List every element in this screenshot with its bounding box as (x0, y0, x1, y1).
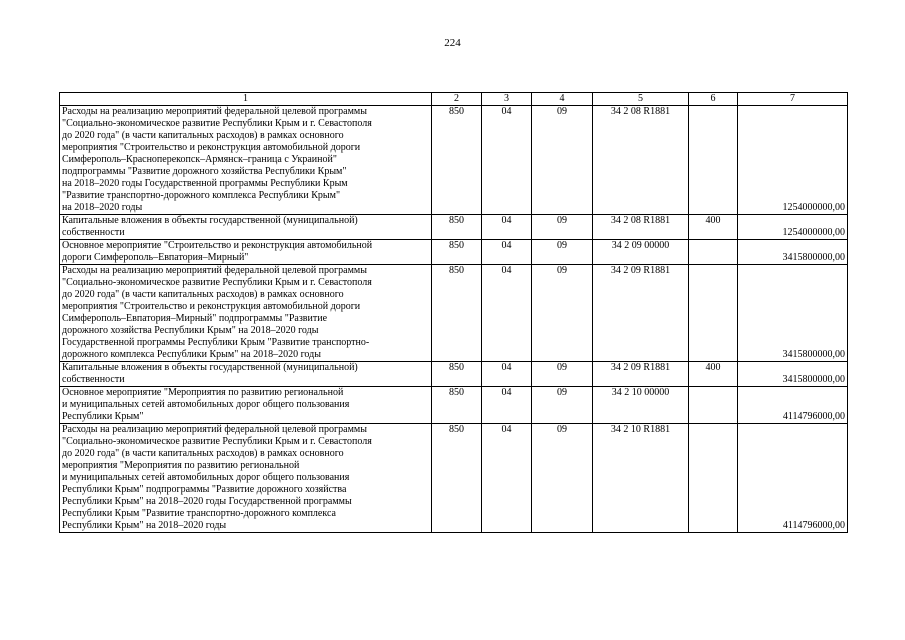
target-article-cell: 34 2 10 00000 (593, 387, 689, 424)
header-cell-5: 5 (593, 93, 689, 106)
code-cell-4: 09 (532, 265, 593, 362)
description-cell (60, 106, 432, 215)
description-line: дороги Симферополь–Евпатория–Мирный" (62, 252, 249, 263)
description-line: "Социально-экономическое развитие Республики Крым и г. Севастополя (62, 436, 372, 447)
code-cell-2: 850 (432, 215, 482, 240)
description-line: "Социально-экономическое развитие Республики Крым и г. Севастополя (62, 118, 372, 129)
description-line: Расходы на реализацию мероприятий федеральной целевой программы (62, 265, 367, 276)
code-cell-4: 09 (532, 106, 593, 215)
description-line: Основное мероприятие "Мероприятия по развитию региональной (62, 387, 344, 398)
target-article-cell: 34 2 08 R1881 (593, 215, 689, 240)
target-article-cell: 34 2 09 00000 (593, 240, 689, 265)
table-row (60, 424, 848, 533)
code-cell-4: 09 (532, 215, 593, 240)
description-line: Расходы на реализацию мероприятий федеральной целевой программы (62, 106, 367, 117)
code-cell-2: 850 (432, 362, 482, 387)
description-cell (60, 265, 432, 362)
header-cell-7: 7 (738, 93, 848, 106)
header-cell-1: 1 (60, 93, 432, 106)
description-line: Капитальные вложения в объекты государственной (муниципальной) (62, 215, 358, 226)
amount-cell: 4114796000,00 (738, 387, 848, 424)
table-header-row (60, 93, 848, 106)
amount-cell: 3415800000,00 (738, 240, 848, 265)
header-cell-3: 3 (482, 93, 532, 106)
header-cell-2: 2 (432, 93, 482, 106)
header-cell-4: 4 (532, 93, 593, 106)
expense-type-cell (689, 240, 738, 265)
description-line: и муниципальных сетей автомобильных дорог общего пользования (62, 472, 350, 483)
description-cell (60, 240, 432, 265)
description-cell (60, 215, 432, 240)
description-line: Республики Крым" на 2018–2020 годы Государственной программы (62, 496, 352, 507)
code-cell-3: 04 (482, 424, 532, 533)
description-line: собственности (62, 227, 125, 238)
description-line: на 2018–2020 годы Государственной программы Республики Крым (62, 178, 348, 189)
table-row (60, 387, 848, 424)
expense-type-cell (689, 387, 738, 424)
description-line: Капитальные вложения в объекты государственной (муниципальной) (62, 362, 358, 373)
code-cell-3: 04 (482, 387, 532, 424)
code-cell-3: 04 (482, 106, 532, 215)
budget-table (59, 92, 848, 533)
amount-cell: 3415800000,00 (738, 265, 848, 362)
target-article-cell: 34 2 08 R1881 (593, 106, 689, 215)
expense-type-cell (689, 424, 738, 533)
description-line: Республики Крым" (62, 411, 144, 422)
description-line: Республики Крым "Развитие транспортно-дорожного комплекса (62, 508, 336, 519)
code-cell-3: 04 (482, 265, 532, 362)
description-cell (60, 424, 432, 533)
code-cell-3: 04 (482, 215, 532, 240)
description-line: Симферополь–Евпатория–Мирный" подпрограммы "Развитие (62, 313, 328, 324)
description-line: Основное мероприятие "Строительство и реконструкция автомобильной (62, 240, 373, 251)
code-cell-2: 850 (432, 424, 482, 533)
table-row (60, 215, 848, 240)
description-line: мероприятия "Строительство и реконструкция автомобильной дороги (62, 142, 361, 153)
description-line: собственности (62, 374, 125, 385)
description-line: мероприятия "Мероприятия по развитию региональной (62, 460, 300, 471)
code-cell-4: 09 (532, 424, 593, 533)
description-line: Республики Крым" подпрограммы "Развитие дорожного хозяйства (62, 484, 347, 495)
amount-cell: 3415800000,00 (738, 362, 848, 387)
header-cell-6: 6 (689, 93, 738, 106)
description-line: Симферополь–Красноперекопск–Армянск–граница с Украиной" (62, 154, 337, 165)
code-cell-3: 04 (482, 240, 532, 265)
description-line: дорожного комплекса Республики Крым" на 2018–2020 годы (62, 349, 321, 360)
table-row (60, 240, 848, 265)
table-row (60, 362, 848, 387)
description-line: на 2018–2020 годы (62, 202, 143, 213)
description-line: до 2020 года" (в части капитальных расходов) в рамках основного (62, 448, 344, 459)
description-line: Республики Крым" на 2018–2020 годы (62, 520, 227, 531)
description-line: мероприятия "Строительство и реконструкция автомобильной дороги (62, 301, 361, 312)
description-cell (60, 387, 432, 424)
amount-cell: 1254000000,00 (738, 106, 848, 215)
expense-type-cell (689, 265, 738, 362)
description-cell (60, 362, 432, 387)
expense-type-cell: 400 (689, 362, 738, 387)
description-line: до 2020 года" (в части капитальных расходов) в рамках основного (62, 289, 344, 300)
description-line: Государственной программы Республики Крым "Развитие транспортно- (62, 337, 370, 348)
code-cell-4: 09 (532, 362, 593, 387)
description-line: "Социально-экономическое развитие Республики Крым и г. Севастополя (62, 277, 372, 288)
code-cell-2: 850 (432, 265, 482, 362)
code-cell-2: 850 (432, 106, 482, 215)
target-article-cell: 34 2 09 R1881 (593, 362, 689, 387)
expense-type-cell (689, 106, 738, 215)
description-line: дорожного хозяйства Республики Крым" на 2018–2020 годы (62, 325, 319, 336)
code-cell-4: 09 (532, 387, 593, 424)
description-line: "Развитие транспортно-дорожного комплекса Республики Крым" (62, 190, 341, 201)
amount-cell: 4114796000,00 (738, 424, 848, 533)
code-cell-2: 850 (432, 387, 482, 424)
target-article-cell: 34 2 10 R1881 (593, 424, 689, 533)
description-line: до 2020 года" (в части капитальных расходов) в рамках основного (62, 130, 344, 141)
description-line: Расходы на реализацию мероприятий федеральной целевой программы (62, 424, 367, 435)
code-cell-3: 04 (482, 362, 532, 387)
amount-cell: 1254000000,00 (738, 215, 848, 240)
table-row (60, 265, 848, 362)
description-line: подпрограммы "Развитие дорожного хозяйства Республики Крым" (62, 166, 347, 177)
code-cell-2: 850 (432, 240, 482, 265)
description-line: и муниципальных сетей автомобильных дорог общего пользования (62, 399, 350, 410)
expense-type-cell: 400 (689, 215, 738, 240)
table-row (60, 106, 848, 215)
code-cell-4: 09 (532, 240, 593, 265)
page-number: 224 (444, 37, 461, 49)
target-article-cell: 34 2 09 R1881 (593, 265, 689, 362)
table-body (60, 93, 848, 533)
